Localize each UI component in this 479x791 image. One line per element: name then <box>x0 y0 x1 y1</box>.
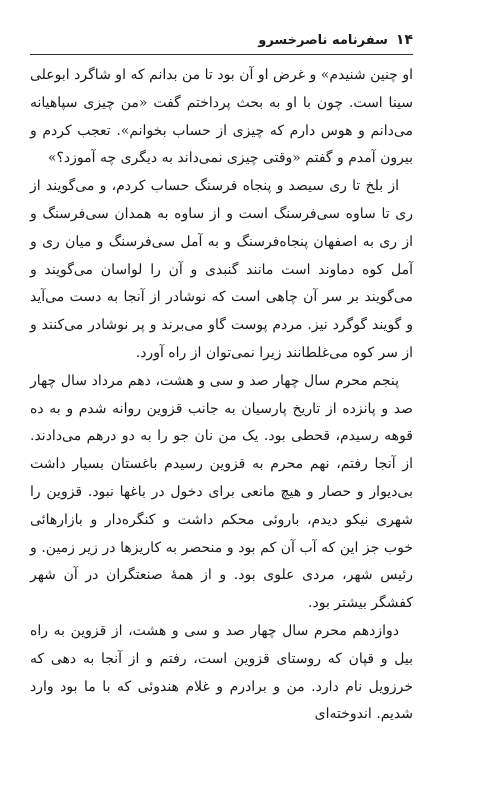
paragraph: از بلخ تا ری سیصد و پنجاه فرسنگ حساب کردم، و می‌گویند از ری تا ساوه سی‌فرسنگ است و از ساوه به همدان سی‌فرسنگ و از ری به اصفهان پنجاه‌فرسنگ و به آمل سی‌فرسنگ و میان ری و آمل کوه دماوند است مانند گنبدی و آن را لواسان می‌گویند و می‌گویند بر سر آن چاهی است که نوشادر از آنجا به دست می‌آید و گویند گوگرد نیز. مردم پوست گاو می‌برند و پر نوشادر می‌کنند و از سر کوه می‌غلطانند زیرا نمی‌توان از راه آورد. <box>30 178 413 361</box>
running-header <box>30 24 413 48</box>
paragraph: پنجم محرم سال چهار صد و سی و هشت، دهم مرداد سال چهار صد و پانزده از تاریخ پارسیان به جانب قزوین روانه شدم و به ده قوهه رسیدم، قحطی بود. یک من نان جو را به دو درهم می‌دادند. از آنجا رفتم، نهم محرم به قزوین رسیدم باغستان بسیار داشت بی‌دیوار و حصار و هیچ مانعی برای دخول در باغها نبود. قزوین را شهری نیکو دیدم، باروئی محکم داشت و کنگره‌دار و بازارهائی خوب جز این که آب آن کم بود و منحصر به کاریزها در زیر زمین. و رئیس شهر، مردی علوی بود. و از همهٔ صنعتگران در آن شهر کفشگر بیشتر بود. <box>30 372 413 612</box>
paragraph: او چنین شنیدم» و غرض او آن بود تا من بدانم که او شاگرد ابوعلی سینا است. چون با او به بحث پرداختم گفت «من چیزی سپاهیانه می‌دانم و هوس دارم که چیزی از حساب بخوانم». تعجب کردم و بیرون آمدم و گفتم «وقتی چیزی نمی‌داند به دیگری چه آموزد؟» <box>30 67 413 167</box>
page-number: ۱۴ <box>395 32 413 48</box>
body-text <box>30 62 413 729</box>
running-title: سفرنامه ناصرخسرو <box>258 33 388 48</box>
paragraph: دوازدهم محرم سال چهار صد و سی و هشت، از قزوین به راه بیل و قپان که روستای قزوین است، رفتم و از آنجا به دهی که خرزویل نام دارد. من و برادرم و غلام هندوئی که با ما بود وارد شدیم. اندوخته‌ای <box>30 622 413 723</box>
header-rule <box>30 54 413 55</box>
